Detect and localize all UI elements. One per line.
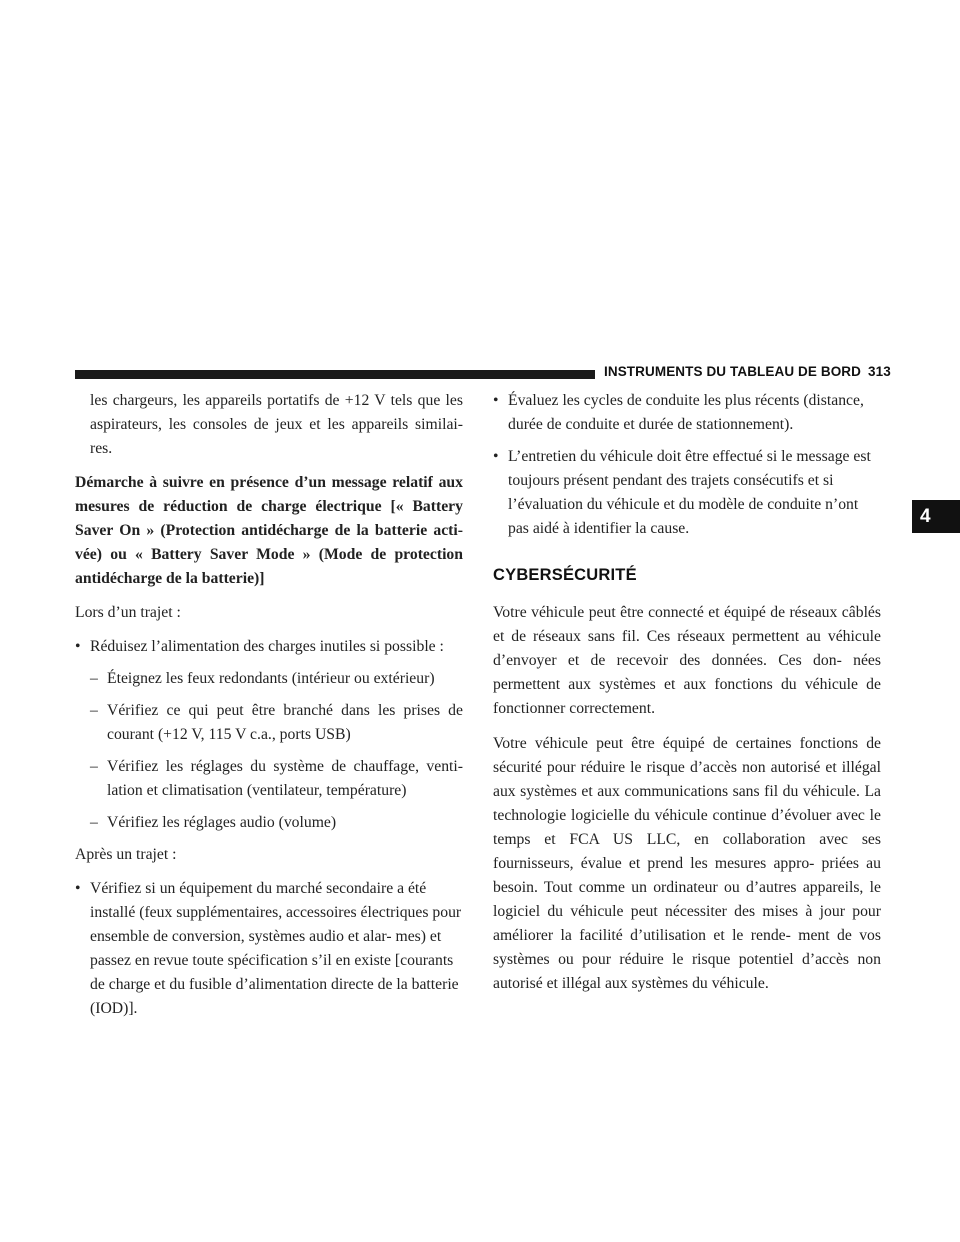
during-trip-sublist bbox=[75, 667, 463, 835]
list-item-text: • Évaluez les cycles de conduite les plus récents (distance, durée de conduite et durée de stationnement). bbox=[508, 392, 864, 433]
after-trip-bullet-text: • Vérifiez si un équipement du marché secondaire a été installé (feux supplémentaires, accessoires électriques pour ensemble de conversion, systèmes audio et alar- mes) et passez en revue toute spécification s’il en existe [courants de charge et du fusible d’alimentation directe de la batterie (IOD)]. bbox=[90, 880, 462, 1017]
during-trip-bullet bbox=[75, 635, 463, 659]
after-trip-label: Après un trajet : bbox=[75, 846, 177, 863]
page-number: 313 bbox=[868, 364, 891, 379]
sub-item: – Vérifiez les réglages audio (volume) bbox=[75, 811, 463, 835]
battery-saver-heading: Démarche à suivre en présence d’un message relatif aux mesures de réduction de charge électrique [« Battery Saver On » (Protection antidécharge de la batterie acti- vée) ou « Battery Saver Mode » (Mode de protection antidécharge de la batterie)] bbox=[75, 474, 463, 587]
during-trip-bullet-text: • Réduisez l’alimentation des charges inutiles si possible : bbox=[90, 638, 444, 655]
continuation-text: les chargeurs, les appareils portatifs de +12 V tels que les aspirateurs, les consoles de jeux et les appareils similai- res. bbox=[90, 392, 463, 457]
sub-item: – Éteignez les feux redondants (intérieur ou extérieur) bbox=[75, 667, 463, 691]
chapter-tab: 4 bbox=[912, 500, 960, 533]
after-trip-bullet bbox=[75, 877, 463, 1021]
list-item-text: • L’entretien du véhicule doit être effectué si le message est toujours présent pendant des trajets consécutifs et si l’évaluation du véhicule et du modèle de conduite n’ont pas aidé à identifier la cause. bbox=[508, 448, 871, 537]
section-title: INSTRUMENTS DU TABLEAU DE BORD bbox=[604, 364, 861, 379]
during-trip-label: Lors d’un trajet : bbox=[75, 604, 181, 621]
sub-item: – Vérifiez ce qui peut être branché dans les prises de courant (+12 V, 115 V c.a., ports USB) bbox=[75, 699, 463, 747]
sub-item: – Vérifiez les réglages du système de chauffage, venti- lation et climatisation (ventilateur, température) bbox=[75, 755, 463, 803]
left-column bbox=[75, 389, 463, 1029]
cybersecurity-heading: CYBERSÉCURITÉ bbox=[493, 566, 637, 584]
paragraph: Votre véhicule peut être connecté et équipé de réseaux câblés et de réseaux sans fil. Ces réseaux permettent au véhicule d’envoyer et de recevoir des données. Ces don- nées permettent aux systèmes et aux fonctions du véhicule de fonctionner correctement. bbox=[493, 604, 881, 717]
right-column bbox=[493, 389, 881, 1007]
header-rule bbox=[75, 370, 595, 379]
paragraph: Votre véhicule peut être équipé de certaines fonctions de sécurité pour réduire le risque d’accès non autorisé et illégal aux systèmes et aux communications sans fil du véhicule. La technologie logicielle du véhicule continue d’évoluer avec le temps et FCA US LLC, en collaboration avec ses fournisseurs, évalue et prend les mesures appro- priées au besoin. Tout comme un ordinateur ou d’autres appareils, le logiciel du véhicule peut nécessiter des mises à jour pour améliorer la facilité d’utilisation et le rende- ment de vos systèmes ou pour réduire le risque potentiel d’accès non autorisé et illégal aux systèmes du véhicule. bbox=[493, 735, 881, 992]
list-item bbox=[493, 389, 881, 437]
list-item bbox=[493, 445, 881, 541]
page-header bbox=[604, 364, 891, 379]
